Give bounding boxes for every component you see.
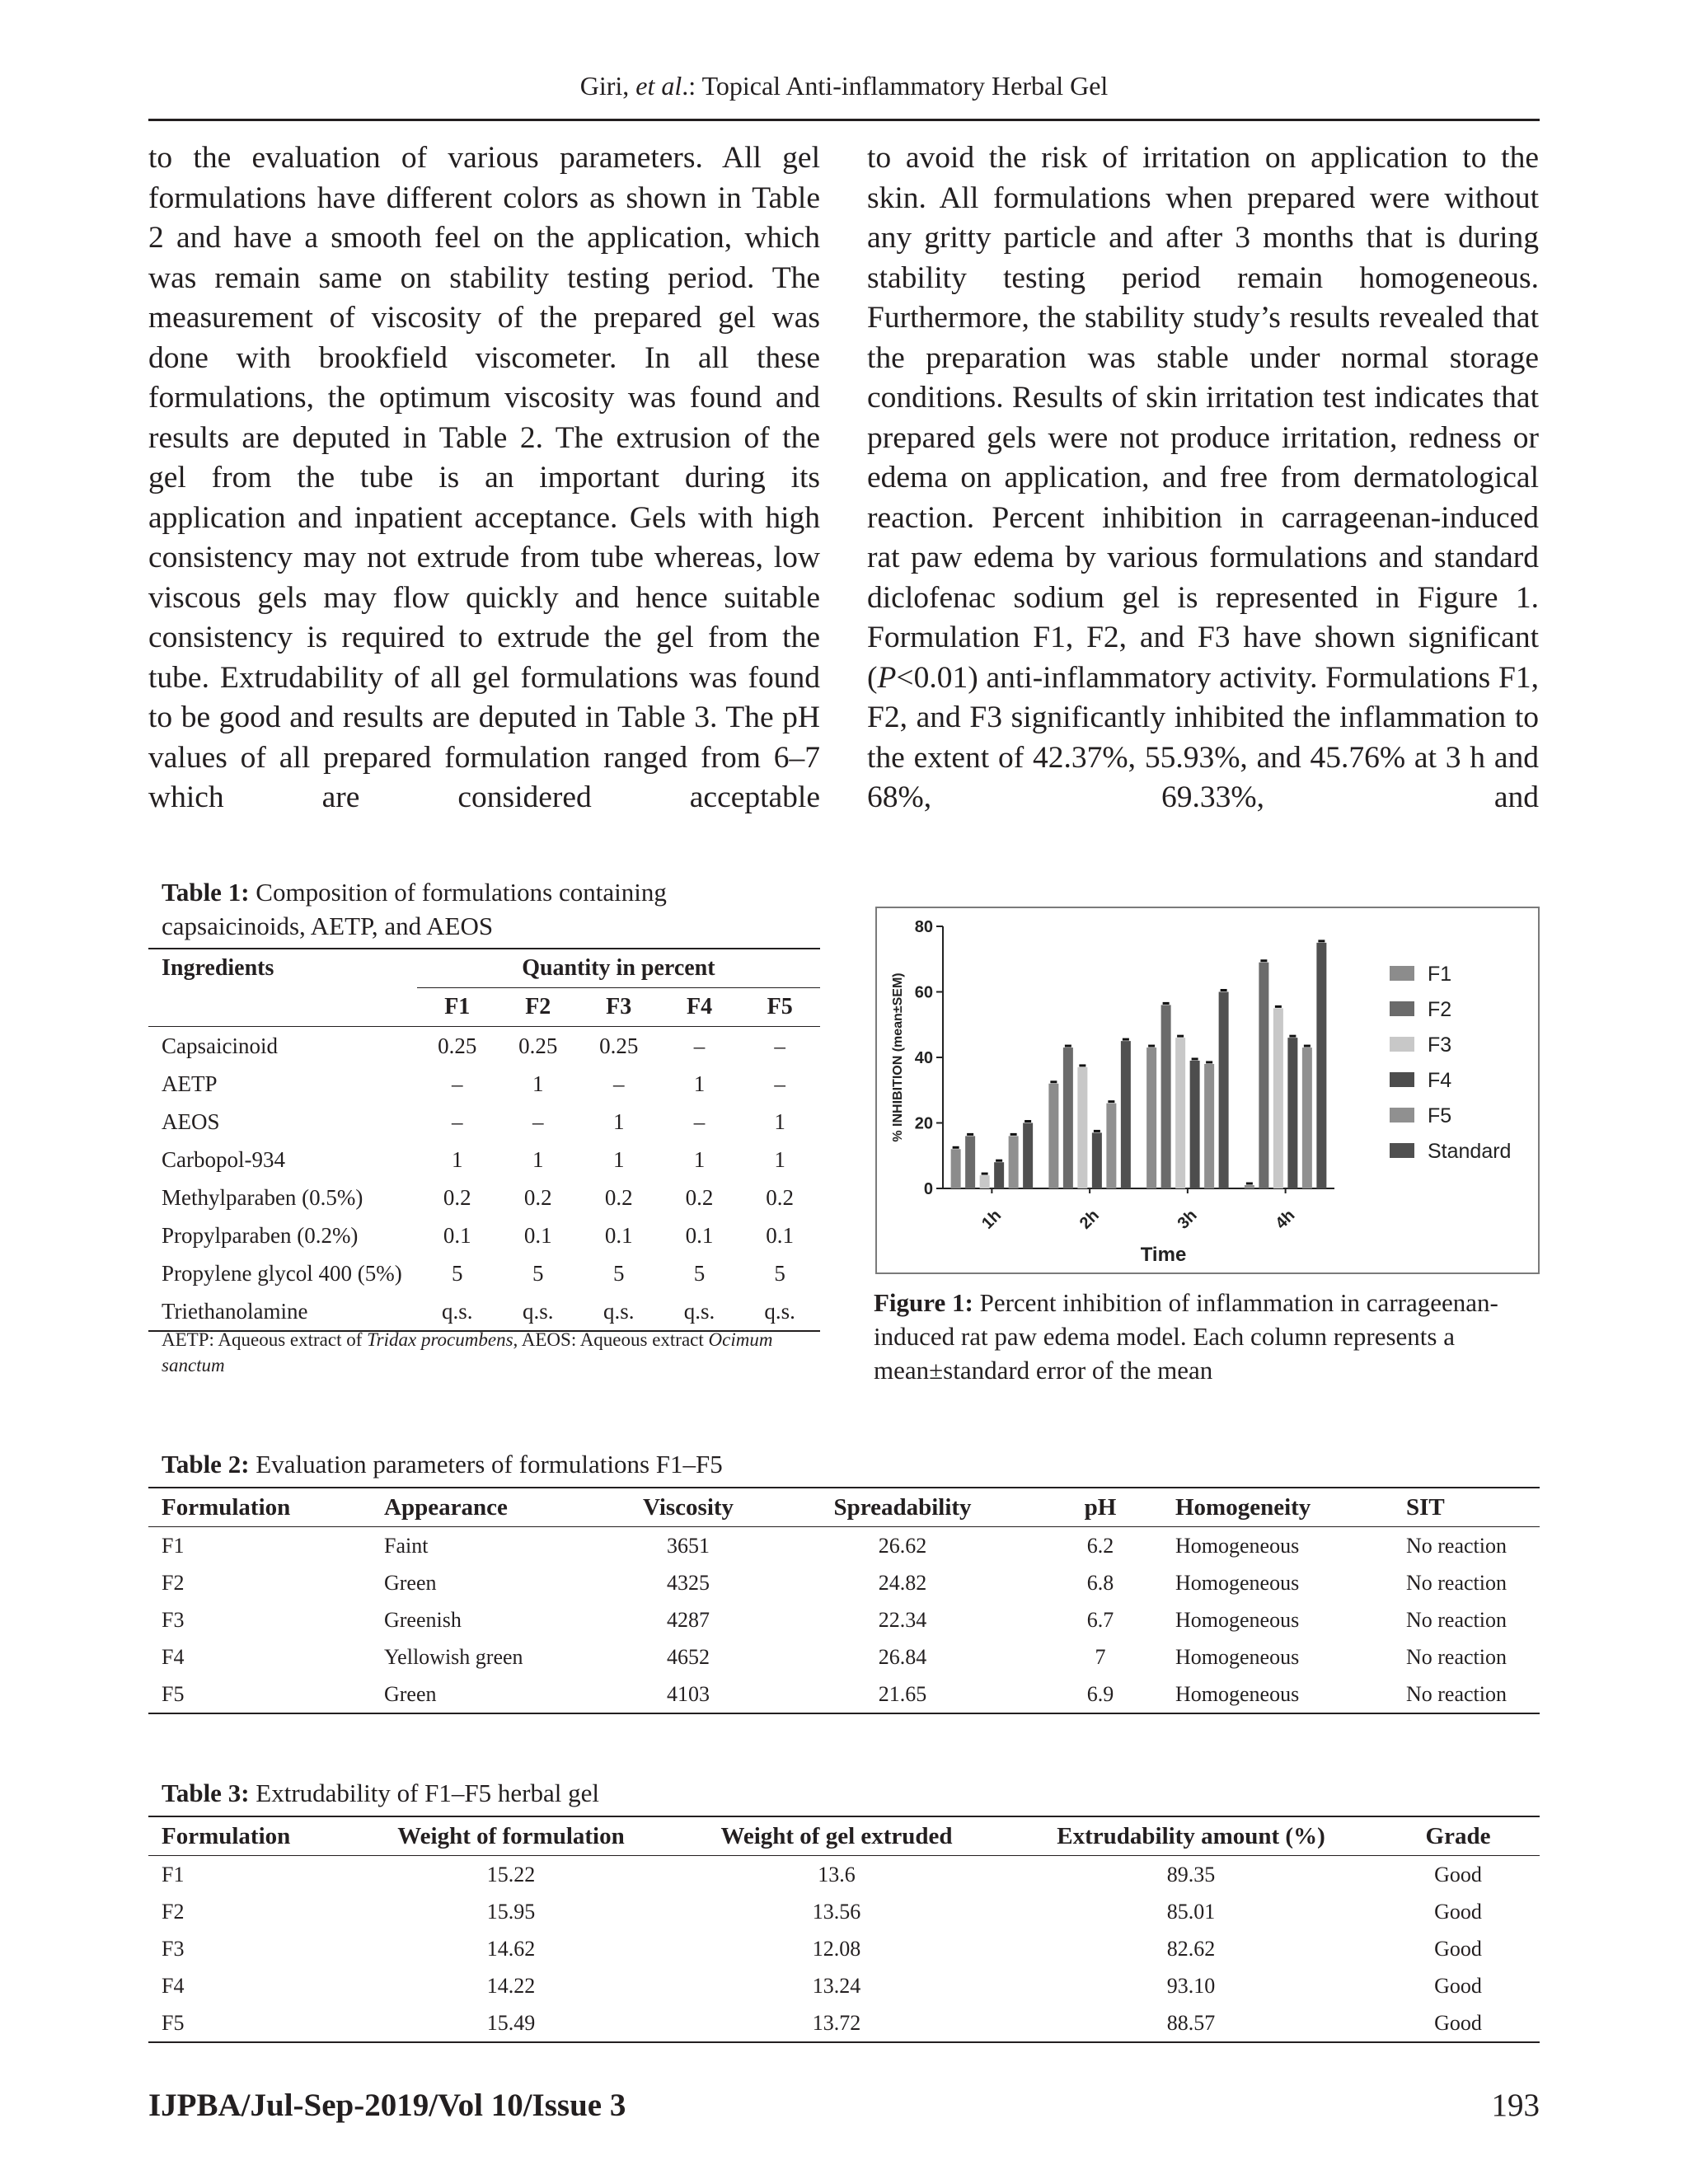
table1-cell-value: q.s. — [739, 1292, 820, 1331]
table3-caption-text: Extrudability of F1–F5 herbal gel — [249, 1779, 599, 1807]
legend-swatch-standard — [1390, 1143, 1414, 1158]
table3-cell: 13.6 — [818, 1862, 856, 1886]
table3-caption-label: Table 3: — [162, 1779, 250, 1807]
bar-f5 — [1204, 1064, 1214, 1188]
table3-row — [148, 2004, 1540, 2042]
table3-cell: 15.49 — [354, 2004, 668, 2042]
table3-cell: 13.56 — [812, 1899, 861, 1924]
y-axis-label: % INHIBITION (mean±SEM) — [891, 972, 905, 1142]
table1-cell-value: 0.2 — [766, 1184, 795, 1210]
table2-cell: Homogeneous — [1162, 1675, 1393, 1713]
table2-header-formulation: Formulation — [148, 1488, 371, 1527]
table3-cell: Good — [1434, 1862, 1482, 1886]
table1-header-ingredients: Ingredients — [148, 949, 417, 988]
table1-cell-value: – — [774, 1071, 785, 1096]
table1-subheader: F5 — [739, 988, 820, 1027]
table3-cell: 13.72 — [668, 2004, 1006, 2042]
table2-cell: 4325 — [667, 1570, 710, 1595]
table1-row — [148, 1103, 820, 1141]
table2-row — [148, 1638, 1540, 1675]
table1-cell-value: 0.1 — [604, 1222, 633, 1248]
running-head — [148, 71, 1540, 101]
table1-cell-value: 0.1 — [685, 1222, 714, 1248]
table1-cell-value: 1 — [612, 1108, 625, 1134]
table2-row — [148, 1601, 1540, 1638]
table2-cell: Yellowish green — [384, 1644, 523, 1669]
table2-cell: Faint — [384, 1533, 429, 1558]
y-tick-label: 20 — [914, 1114, 933, 1133]
table3-cell: 14.22 — [486, 1973, 536, 1998]
table2-cell: No reaction — [1406, 1533, 1507, 1558]
bar-f5 — [1302, 1047, 1312, 1188]
table1-cell-value: 0.1 — [443, 1222, 471, 1248]
body-column-right — [867, 138, 1539, 818]
table2-cell: F1 — [162, 1533, 185, 1558]
table2-cell: Homogeneous — [1175, 1570, 1300, 1595]
table2-cell: 6.2 — [1086, 1533, 1114, 1558]
table1-cell-value: 0.25 — [579, 1027, 659, 1066]
table1-cell-value: 1 — [693, 1146, 706, 1172]
table2-cell: Homogeneous — [1175, 1644, 1300, 1669]
table2-cell: 22.34 — [878, 1607, 927, 1632]
table2-header-sit: SIT — [1393, 1488, 1540, 1527]
y-tick-label: 80 — [914, 918, 933, 936]
table1-row — [148, 1065, 820, 1103]
table1-cell-ingredient: Methylparaben (0.5%) — [162, 1184, 363, 1210]
table1-cell-value: q.s. — [498, 1292, 579, 1331]
table2-cell: Green — [371, 1675, 610, 1713]
body-column-left — [148, 138, 820, 818]
table1-footnote-a: AETP: Aqueous extract of — [162, 1329, 368, 1350]
bar-f1 — [1245, 1185, 1254, 1188]
table3-cell: 82.62 — [1166, 1936, 1216, 1961]
y-tick-label: 60 — [914, 983, 933, 1002]
table1-cell-value: – — [612, 1071, 625, 1096]
table3-cell: F5 — [148, 2004, 354, 2042]
table1-subheader: F4 — [659, 988, 740, 1027]
table1-cell-value: 5 — [774, 1260, 785, 1286]
table2-row — [148, 1527, 1540, 1565]
table1-cell-value: 1 — [452, 1146, 463, 1172]
table2-cell: 6.9 — [1039, 1675, 1162, 1713]
table2-header-appearance: Appearance — [371, 1488, 610, 1527]
table1-footnote-tridax: Tridax procumbens — [367, 1329, 513, 1350]
table1-cell-value: – — [452, 1108, 463, 1134]
table1-cell-value: 0.1 — [523, 1222, 552, 1248]
table3-cell: Good — [1434, 1973, 1482, 1998]
figure1-caption — [874, 1286, 1541, 1387]
table2-header-spreadability: Spreadability — [767, 1488, 1039, 1527]
bar-f5 — [1009, 1136, 1019, 1188]
table2-cell: 4652 — [667, 1644, 710, 1669]
legend-swatch-f5 — [1390, 1108, 1414, 1122]
bar-f1 — [1048, 1084, 1058, 1188]
bar-f4 — [1287, 1038, 1297, 1188]
table1-subheader: F2 — [498, 988, 579, 1027]
bar-f3 — [1077, 1067, 1087, 1188]
table3-cell: F3 — [162, 1936, 185, 1961]
table1-caption-text: Composition of formulations containing capsaicinoids, AETP, and AEOS — [162, 878, 667, 940]
table1-row — [148, 1216, 820, 1254]
table3-cell: 13.24 — [812, 1973, 861, 1998]
table1-footnote-ocimum: Ocimum sanctum — [162, 1329, 773, 1376]
table2-header-homogeneity: Homogeneity — [1162, 1488, 1393, 1527]
table2-row — [148, 1564, 1540, 1601]
table2-cell: Green — [384, 1570, 437, 1595]
table1-body — [148, 1027, 820, 1332]
table1-cell-value: – — [452, 1071, 463, 1096]
table2-cell: F2 — [162, 1570, 185, 1595]
table3-cell: F1 — [162, 1862, 185, 1886]
bar-standard — [1023, 1123, 1033, 1189]
legend-label-f3: F3 — [1428, 1033, 1452, 1057]
table1-header-blank — [148, 988, 417, 1027]
table3-row — [148, 1930, 1540, 1967]
table2-caption — [162, 1447, 723, 1481]
table1-cell-value: – — [659, 1027, 740, 1066]
table2-caption-text: Evaluation parameters of formulations F1–F5 — [249, 1450, 723, 1479]
table1-cell-value: 1 — [774, 1108, 785, 1134]
bar-f2 — [965, 1136, 975, 1188]
table1-cell-value: 5 — [452, 1260, 463, 1286]
table1 — [148, 948, 820, 1332]
table2-cell: 6.7 — [1086, 1607, 1114, 1632]
bar-f1 — [951, 1149, 961, 1188]
x-tick-label: 4h — [1272, 1206, 1299, 1233]
table2-caption-label: Table 2: — [162, 1450, 250, 1479]
table1-cell-value: 1 — [774, 1146, 785, 1172]
table1-caption-label: Table 1: — [162, 878, 250, 907]
bar-f4 — [994, 1162, 1004, 1188]
x-tick-label: 3h — [1174, 1206, 1201, 1233]
table2-cell: 6.8 — [1086, 1570, 1114, 1595]
table3-row — [148, 1856, 1540, 1894]
table1-cell-value: 1 — [612, 1146, 625, 1172]
table3-caption — [162, 1776, 599, 1810]
table1-cell-value: 0.2 — [523, 1184, 552, 1210]
table2-cell: No reaction — [1406, 1607, 1507, 1632]
table1-cell-ingredient: AETP — [162, 1071, 218, 1096]
table1-cell-value: q.s. — [659, 1292, 740, 1331]
table2-body — [148, 1527, 1540, 1714]
table3-cell: 12.08 — [812, 1936, 861, 1961]
table3 — [148, 1816, 1540, 2043]
body-paragraph-right — [867, 138, 1539, 818]
table1-cell-value: 5 — [693, 1260, 706, 1286]
table2-cell: No reaction — [1406, 1570, 1507, 1595]
table1-cell-value: q.s. — [579, 1292, 659, 1331]
table2-cell: 24.82 — [878, 1570, 927, 1595]
table2-cell: 26.84 — [878, 1644, 927, 1669]
bar-f3 — [1273, 1008, 1283, 1188]
legend-label-standard: Standard — [1428, 1140, 1512, 1163]
table3-cell: Good — [1434, 1899, 1482, 1924]
y-tick-label: 40 — [914, 1049, 933, 1067]
table1-header-quantity: Quantity in percent — [417, 949, 820, 988]
table1-footnote — [162, 1327, 804, 1378]
table3-header-formulation: Formulation — [148, 1816, 354, 1856]
table3-cell: 88.57 — [1006, 2004, 1376, 2042]
table2-cell: 4103 — [610, 1675, 767, 1713]
bar-chart — [877, 908, 1538, 1272]
table2-cell: Homogeneous — [1175, 1607, 1300, 1632]
table1-cell-value: 1 — [532, 1146, 544, 1172]
bar-f4 — [1190, 1061, 1200, 1188]
header-rule — [148, 119, 1540, 121]
figure1-caption-label: Figure 1: — [874, 1288, 973, 1317]
table1-cell-value: 0.25 — [417, 1027, 498, 1066]
table1-cell-value: 1 — [693, 1071, 706, 1096]
table2-cell: No reaction — [1406, 1644, 1507, 1669]
table2-cell: F3 — [162, 1607, 185, 1632]
body-text-right-a: to avoid the risk of irritation on application to the skin. All formulations when prepared were without any gritty particle and after 3 months that is during stability testing period remain homogeneous. Furthermore, the stability study’s results revealed that the preparation was stable under normal storage conditions. Results of skin irritation test indicates that prepared gels were not produce irritation, redness or edema on application, and free from dermatological reaction. Percent inhibition in carrageenan-induced rat paw edema by various formulations and standard diclofenac sodium gel is represented in Figure 1. Formulation F1, F2, and F3 have shown significant ( — [867, 141, 1539, 695]
legend-swatch-f3 — [1390, 1037, 1414, 1052]
table3-cell: 93.10 — [1166, 1973, 1216, 1998]
bar-f2 — [1063, 1047, 1073, 1188]
table1-cell-ingredient: Capsaicinoid — [148, 1027, 417, 1066]
table2-cell: Greenish — [384, 1607, 462, 1632]
table2-header-viscosity: Viscosity — [610, 1488, 767, 1527]
x-tick-label: 1h — [978, 1206, 1006, 1233]
x-axis-label: Time — [1140, 1244, 1187, 1266]
table3-row — [148, 1967, 1540, 2004]
legend-label-f2: F2 — [1428, 998, 1452, 1021]
table1-cell-ingredient: AEOS — [162, 1108, 220, 1134]
table2-cell: Homogeneous — [1175, 1533, 1300, 1558]
table3-header-weight-formulation: Weight of formulation — [354, 1816, 668, 1856]
legend-swatch-f4 — [1390, 1072, 1414, 1087]
table1-cell-value: 0.25 — [498, 1027, 579, 1066]
table1-cell-value: 5 — [612, 1260, 625, 1286]
table1-cell-value: – — [693, 1108, 706, 1134]
table2 — [148, 1487, 1540, 1714]
table1-footnote-b: , AEOS: Aqueous extract — [513, 1329, 709, 1350]
bar-f4 — [1092, 1132, 1102, 1188]
table1-cell-value: 1 — [532, 1071, 544, 1096]
table3-body — [148, 1856, 1540, 2043]
legend-label-f4: F4 — [1428, 1069, 1452, 1092]
figure1-chart — [875, 907, 1540, 1274]
figure1-caption-text: Percent inhibition of inflammation in carrageenan-induced rat paw edema model. Each column represents a mean±standard error of the mean — [874, 1288, 1498, 1385]
table1-caption — [162, 875, 788, 943]
legend-swatch-f1 — [1390, 966, 1414, 981]
table1-cell-value: 0.2 — [604, 1184, 633, 1210]
table1-cell-value: – — [739, 1027, 820, 1066]
table2-cell: 4287 — [667, 1607, 710, 1632]
running-head-title: .: Topical Anti-inflammatory Herbal Gel — [682, 71, 1109, 101]
body-paragraph-left: to the evaluation of various parameters. All gel formulations have different colors as shown in Table 2 and have a smooth feel on the application, which was remain same on stability testing period. The measurement of viscosity of the prepared gel was done with brookfield viscometer. In all these formulations, the optimum viscosity was found and results are deputed in Table 2. The extrusion of the gel from the tube is an important during its application and inpatient acceptance. Gels with high consistency may not extrude from tube whereas, low viscous gels may flow quickly and hence suitable consistency is required to extrude the gel from the tube. Extrudability of all gel formulations was found to be good and results are deputed in Table 3. The pH values of all prepared formulation ranged from 6–7 which are considered acceptable — [148, 141, 820, 814]
table2-row — [148, 1675, 1540, 1713]
table3-header-weight-extruded: Weight of gel extruded — [668, 1816, 1006, 1856]
table3-cell: Good — [1376, 2004, 1540, 2042]
bar-f3 — [980, 1175, 990, 1188]
table1-subheader: F1 — [417, 988, 498, 1027]
table1-row — [148, 1027, 820, 1066]
table1-cell-value: – — [532, 1108, 544, 1134]
table1-cell-value: 0.2 — [685, 1184, 714, 1210]
table2-cell: 21.65 — [767, 1675, 1039, 1713]
table1-cell-value: 5 — [532, 1260, 544, 1286]
bar-standard — [1316, 943, 1326, 1188]
table3-cell: F2 — [162, 1899, 185, 1924]
table1-cell-ingredient: Propylparaben (0.2%) — [162, 1222, 359, 1248]
table1-row — [148, 1179, 820, 1216]
bar-f3 — [1175, 1038, 1185, 1188]
table3-cell: 15.95 — [486, 1899, 536, 1924]
table1-cell-ingredient: Propylene glycol 400 (5%) — [162, 1260, 402, 1286]
body-text-right-b: <0.01) anti-inflammatory activity. Formulations F1, F2, and F3 significantly inhibited the inflammation to the extent of 42.37%, 55.93%, and 45.76% at 3 h and 68%, 69.33%, and — [867, 660, 1539, 814]
legend-label-f1: F1 — [1428, 963, 1452, 986]
table2-cell: 7 — [1095, 1644, 1106, 1669]
table3-header-extrudability: Extrudability amount (%) — [1006, 1816, 1376, 1856]
journal-footer: IJPBA/Jul-Sep-2019/Vol 10/Issue 3 — [148, 2088, 626, 2123]
y-tick-label: 0 — [923, 1180, 933, 1198]
x-tick-label: 2h — [1076, 1206, 1103, 1233]
bar-standard — [1121, 1041, 1131, 1188]
table3-header-grade: Grade — [1376, 1816, 1540, 1856]
table3-cell: F4 — [162, 1973, 185, 1998]
running-head-authors: Giri, — [579, 71, 636, 101]
table2-cell: 26.62 — [878, 1533, 927, 1558]
table1-cell-ingredient: Carbopol-934 — [162, 1146, 285, 1172]
table2-cell: No reaction — [1393, 1675, 1540, 1713]
table3-cell: 15.22 — [486, 1862, 536, 1886]
page-number: 193 — [1491, 2088, 1540, 2123]
table1-cell-value: 0.1 — [766, 1222, 795, 1248]
table1-row — [148, 1254, 820, 1292]
bar-f5 — [1106, 1104, 1116, 1188]
table1-row — [148, 1141, 820, 1179]
table3-cell: 89.35 — [1166, 1862, 1216, 1886]
table2-cell: 3651 — [667, 1533, 710, 1558]
running-head-et-al: et al — [635, 71, 682, 101]
table2-cell: F5 — [148, 1675, 371, 1713]
table1-cell-value: q.s. — [417, 1292, 498, 1331]
bar-f1 — [1146, 1047, 1156, 1188]
table1-subheader: F3 — [579, 988, 659, 1027]
legend-label-f5: F5 — [1428, 1104, 1452, 1127]
p-value-symbol: P — [877, 660, 897, 695]
table3-cell: Good — [1434, 1936, 1482, 1961]
bar-f2 — [1161, 1005, 1171, 1188]
table3-cell: 14.62 — [486, 1936, 536, 1961]
table1-cell-ingredient: Triethanolamine — [148, 1292, 417, 1331]
bar-standard — [1219, 992, 1229, 1189]
table3-cell: 85.01 — [1166, 1899, 1216, 1924]
table2-cell: F4 — [162, 1644, 185, 1669]
table2-header-ph: pH — [1039, 1488, 1162, 1527]
table3-row — [148, 1893, 1540, 1930]
table1-cell-value: 0.2 — [443, 1184, 471, 1210]
legend-swatch-f2 — [1390, 1001, 1414, 1016]
bar-f2 — [1259, 963, 1268, 1188]
table1-row — [148, 1292, 820, 1331]
